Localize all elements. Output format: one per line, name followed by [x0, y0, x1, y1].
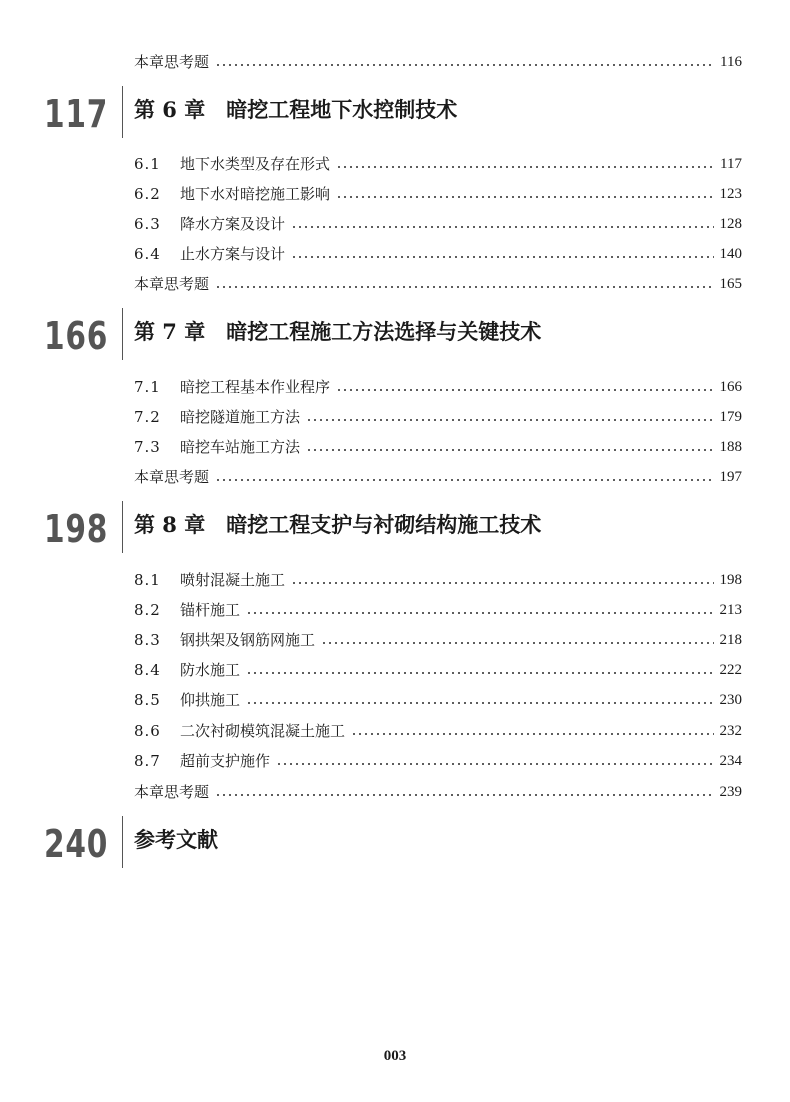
- chapter-heading[interactable]: [0, 86, 790, 142]
- dot-leader: [215, 479, 713, 481]
- chapter-divider: [122, 501, 123, 553]
- section-number: 6.2: [134, 185, 161, 203]
- toc-section-entry[interactable]: [134, 628, 742, 652]
- toc-section-entry[interactable]: [134, 568, 742, 592]
- section-title: 钢拱架及钢筋网施工: [180, 631, 316, 649]
- section-title: 超前支护施作: [180, 752, 271, 770]
- dot-leader: [291, 226, 713, 228]
- dot-leader: [215, 286, 713, 288]
- section-title: 二次衬砌模筑混凝土施工: [180, 722, 346, 740]
- section-title: 锚杆施工: [180, 601, 241, 619]
- page-number: 234: [719, 753, 742, 769]
- toc-summary-entry[interactable]: [134, 50, 742, 74]
- toc-section-entry[interactable]: [134, 152, 742, 176]
- page-number: 123: [719, 186, 742, 202]
- page-number: 188: [719, 439, 742, 455]
- section-number: 6.3: [134, 215, 161, 233]
- section-title: 止水方案与设计: [180, 245, 286, 263]
- page-number: 213: [719, 602, 742, 618]
- section-title: 暗挖工程基本作业程序: [180, 378, 331, 396]
- chapter-start-page: 117: [44, 92, 109, 136]
- dot-leader: [215, 794, 713, 796]
- section-number: 8.4: [134, 661, 161, 679]
- page-number: 117: [720, 156, 742, 172]
- page-number: 128: [719, 216, 742, 232]
- section-number: 8.1: [134, 571, 161, 589]
- chapter-title: 第 7 章 暗挖工程施工方法选择与关键技术: [134, 319, 542, 344]
- section-number: 7.1: [134, 378, 161, 396]
- toc-summary-entry[interactable]: [134, 780, 742, 804]
- page-number: 165: [719, 276, 742, 292]
- page-number: 232: [719, 723, 742, 739]
- section-title: 暗挖车站施工方法: [180, 438, 301, 456]
- summary-title: 本章思考题: [134, 275, 210, 293]
- page-number: 222: [719, 662, 742, 678]
- section-title: 防水施工: [180, 661, 241, 679]
- toc-section-entry[interactable]: [134, 719, 742, 743]
- section-title: 地下水类型及存在形式: [180, 155, 331, 173]
- page-number: 116: [720, 54, 742, 70]
- toc-section-entry[interactable]: [134, 658, 742, 682]
- page-number: 197: [719, 469, 742, 485]
- chapter-divider: [122, 86, 123, 138]
- chapter-heading[interactable]: [0, 501, 790, 557]
- chapter-title: 第 8 章 暗挖工程支护与衬砌结构施工技术: [134, 512, 542, 537]
- chapter-title: 参考文献: [134, 827, 218, 852]
- toc-summary-entry[interactable]: [134, 465, 742, 489]
- toc-section-entry[interactable]: [134, 375, 742, 399]
- dot-leader: [246, 672, 713, 674]
- summary-title: 本章思考题: [134, 783, 210, 801]
- chapter-title: 第 6 章 暗挖工程地下水控制技术: [134, 97, 458, 122]
- dot-leader: [351, 733, 713, 735]
- chapter-divider: [122, 308, 123, 360]
- section-number: 8.5: [134, 691, 161, 709]
- page-number: 140: [719, 246, 742, 262]
- dot-leader: [321, 642, 713, 644]
- dot-leader: [306, 419, 713, 421]
- dot-leader: [291, 582, 713, 584]
- page-number: 179: [719, 409, 742, 425]
- section-number: 6.1: [134, 155, 161, 173]
- section-title: 暗挖隧道施工方法: [180, 408, 301, 426]
- dot-leader: [246, 612, 713, 614]
- toc-summary-entry[interactable]: [134, 272, 742, 296]
- page-number: 218: [719, 632, 742, 648]
- toc-section-entry[interactable]: [134, 435, 742, 459]
- dot-leader: [306, 449, 713, 451]
- chapter-heading[interactable]: [0, 816, 790, 872]
- toc-section-entry[interactable]: [134, 688, 742, 712]
- summary-title: 本章思考题: [134, 53, 210, 71]
- section-number: 7.3: [134, 438, 161, 456]
- toc-section-entry[interactable]: [134, 212, 742, 236]
- section-number: 8.6: [134, 722, 161, 740]
- toc-section-entry[interactable]: [134, 242, 742, 266]
- section-number: 8.3: [134, 631, 161, 649]
- section-title: 降水方案及设计: [180, 215, 286, 233]
- section-number: 6.4: [134, 245, 161, 263]
- section-number: 8.2: [134, 601, 161, 619]
- page-number: 198: [719, 572, 742, 588]
- chapter-start-page: 240: [44, 822, 109, 866]
- section-number: 8.7: [134, 752, 161, 770]
- section-title: 喷射混凝土施工: [180, 571, 286, 589]
- section-title: 仰拱施工: [180, 691, 241, 709]
- chapter-start-page: 166: [44, 314, 109, 358]
- chapter-heading[interactable]: [0, 308, 790, 364]
- dot-leader: [291, 256, 713, 258]
- toc-section-entry[interactable]: [134, 749, 742, 773]
- dot-leader: [336, 196, 713, 198]
- dot-leader: [336, 389, 713, 391]
- chapter-divider: [122, 816, 123, 868]
- page-number: 239: [719, 784, 742, 800]
- dot-leader: [336, 166, 714, 168]
- chapter-start-page: 198: [44, 507, 109, 551]
- page-number: 230: [719, 692, 742, 708]
- dot-leader: [276, 763, 713, 765]
- dot-leader: [246, 702, 713, 704]
- dot-leader: [215, 64, 714, 66]
- summary-title: 本章思考题: [134, 468, 210, 486]
- toc-section-entry[interactable]: [134, 182, 742, 206]
- toc-section-entry[interactable]: [134, 598, 742, 622]
- page-number: 166: [719, 379, 742, 395]
- toc-section-entry[interactable]: [134, 405, 742, 429]
- section-title: 地下水对暗挖施工影响: [180, 185, 331, 203]
- page-footer-number: 003: [383, 1048, 407, 1064]
- section-number: 7.2: [134, 408, 161, 426]
